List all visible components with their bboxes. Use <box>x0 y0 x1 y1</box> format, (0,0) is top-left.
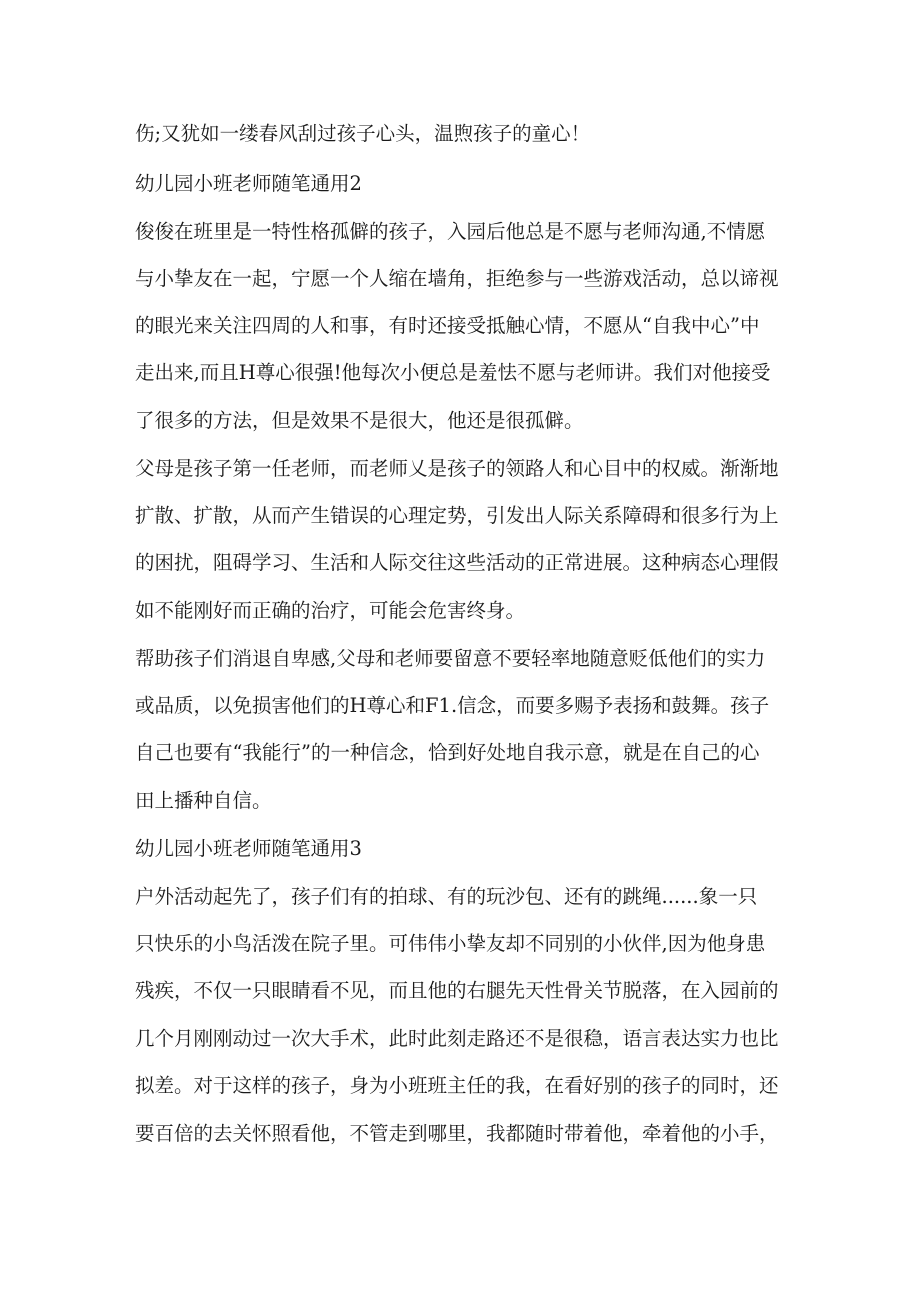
text-line: 或品质，以免损害他们的H尊心和F1.信念，而要多赐予表扬和鼓舞。孩子 <box>135 694 770 717</box>
text-line: 田上播种自信。 <box>135 789 272 812</box>
text-line: 拟差。对于这样的孩子，身为小班班主任的我，在看好别的孩子的同时，还 <box>135 1074 779 1097</box>
text-line: 残疾，不仅一只眼睛看不见，而且他的右腿先天性骨关节脱落，在入园前的 <box>135 979 779 1002</box>
text-line: 的眼光来关注四周的人和事，有时还接受抵触心情，不愿从“自我中心”中 <box>135 314 760 337</box>
text-line: 帮助孩子们消退自卑感,父母和老师要留意不要轻率地随意贬低他们的实力 <box>135 647 766 670</box>
text-line: 的困扰，阻碍学习、生活和人际交往这些活动的正常进展。这种病态心理假 <box>135 551 779 574</box>
text-line: 俊俊在班里是一特性格孤僻的孩子，入园后他总是不愿与老师沟通,不情愿 <box>135 220 766 243</box>
text-line: 伤;又犹如一缕春风刮过孩子心头，温煦孩子的童心！ <box>135 122 591 145</box>
text-line: 了很多的方法，但是效果不是很大，他还是很孤僻。 <box>135 409 584 432</box>
text-line: 几个月刚刚动过一次大手术，此时此刻走路还不是很稳，语言表达实力也比 <box>135 1027 779 1050</box>
section-heading: 幼儿园小班老师随笔通用2 <box>135 172 362 195</box>
text-line: 父母是孩子第一任老师，而老师乂是孩子的领路人和心目中的权威。渐渐地 <box>135 457 779 480</box>
text-line: 自己也要有“我能行”的一种信念，恰到好处地自我示意，就是在自己的心 <box>135 741 760 764</box>
text-line: 要百倍的去关怀照看他，不管走到哪里，我都随时带着他，牵着他的小手， <box>135 1122 779 1145</box>
text-line: 走出来,而且H尊心很强!他每次小便总是羞怯不愿与老师讲。我们对他接受 <box>135 361 771 384</box>
text-line: 户外活动起先了，孩子们有的拍球、有的玩沙包、还有的跳绳......象一只 <box>135 885 758 908</box>
text-line: 只快乐的小鸟活泼在院子里。可伟伟小挚友却不同别的小伙伴,因为他身患 <box>135 932 766 955</box>
section-heading: 幼儿园小班老师随笔通用3 <box>135 837 362 860</box>
text-line: 与小挚友在一起，宁愿一个人缩在墙角，拒绝参与一些游戏活动，总以谛视 <box>135 267 779 290</box>
text-line: 如不能刚好而正确的治疗，可能会危害终身。 <box>135 599 526 622</box>
text-line: 扩散、扩散，从而产生错误的心理定势，引发出人际关系障碍和很多行为上 <box>135 504 779 527</box>
